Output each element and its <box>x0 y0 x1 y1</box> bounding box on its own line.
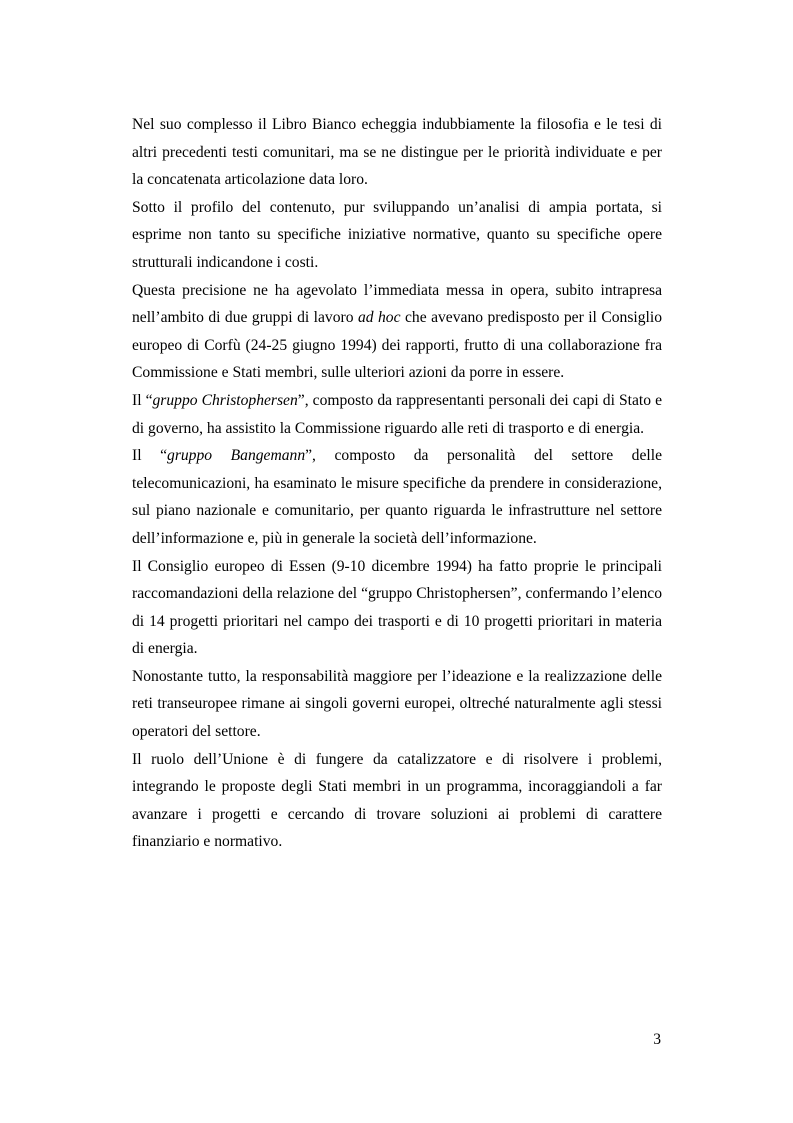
text-run: Il “ <box>132 391 153 409</box>
text-run: Questa precisione ne ha agevolato l’immediata messa in opera, subito intrapresa nell’ambito di due gruppi di lavoro <box>132 281 662 327</box>
text-run: Sotto il profilo del contenuto, pur sviluppando un’analisi di ampia portata, si esprime non tanto su specifiche iniziative normative, quanto su specifiche opere strutturali indicandone i costi. <box>132 198 662 271</box>
paragraph <box>132 111 662 194</box>
paragraph <box>132 387 662 442</box>
paragraph <box>132 663 662 746</box>
text-run: Nonostante tutto, la responsabilità maggiore per l’ideazione e la realizzazione delle reti transeuropee rimane ai singoli governi europei, oltreché naturalmente agli stessi operatori del settore. <box>132 667 662 741</box>
italic-term: gruppo Christophersen <box>152 391 298 409</box>
paragraph <box>132 194 662 277</box>
paragraph <box>132 277 662 387</box>
text-run: Il “ <box>132 447 168 465</box>
paragraph <box>132 553 662 663</box>
document-page <box>132 111 662 856</box>
text-run: ”, composto da personalità del settore delle telecomunicazioni, ha esaminato le misure specifiche da prendere in considerazione, sul piano nazionale e comunitario, per quanto riguarda le infrastrutture nel settore dell’informazione e, più in generale la società dell’informazione. <box>132 447 662 547</box>
page-number: 3 <box>653 1031 661 1048</box>
text-run: ”, composto da rappresentanti personali dei capi di Stato e di governo, ha assistito la Commissione riguardo alle reti di trasporto e di energia. <box>132 391 662 437</box>
paragraph <box>132 442 662 552</box>
text-run: Nel suo complesso il Libro Bianco echeggia indubbiamente la filosofia e le tesi di altri precedenti testi comunitari, ma se ne distingue per le priorità individuate e per la concatenata articolazione data loro. <box>132 116 662 189</box>
text-run: che avevano predisposto per il Consiglio europeo di Corfù (24-25 giugno 1994) dei rapporti, frutto di una collaborazione fra Commissione e Stati membri, sulle ulteriori azioni da porre in essere. <box>132 309 662 382</box>
text-run: Il ruolo dell’Unione è di fungere da catalizzatore e di risolvere i problemi, integrando le proposte degli Stati membri in un programma, incoraggiandoli a far avanzare i progetti e cercando di trovare soluzioni ai problemi di carattere finanziario e normativo. <box>132 750 662 851</box>
italic-term: ad hoc <box>357 309 401 327</box>
text-run: Il Consiglio europeo di Essen (9-10 dicembre 1994) ha fatto proprie le principali raccomandazioni della relazione del “gruppo Christophersen”, confermando l’elenco di 14 progetti prioritari nel campo dei trasporti e di 10 progetti prioritari in materia di energia. <box>132 557 662 658</box>
body-text <box>132 111 662 856</box>
italic-term: gruppo Bangemann <box>167 447 306 465</box>
paragraph <box>132 746 662 856</box>
